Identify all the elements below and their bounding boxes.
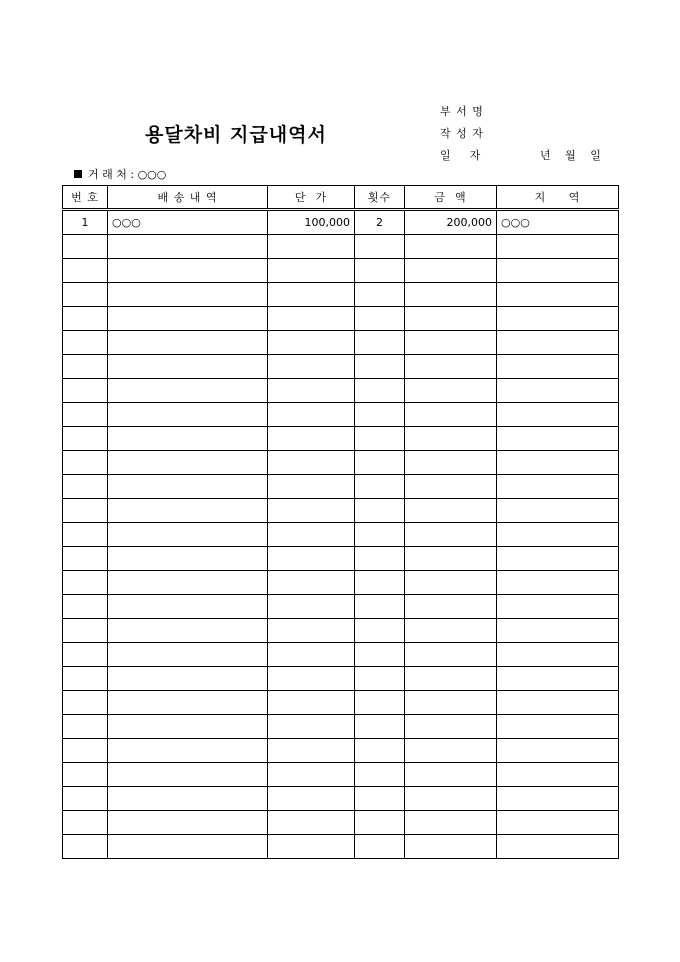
table-row (63, 835, 619, 859)
cell-no (63, 235, 108, 259)
cell-delivery (108, 331, 268, 355)
cell-region (497, 259, 619, 283)
cell-unit-price (268, 571, 355, 595)
cell-count (355, 283, 405, 307)
header-delivery: 배 송 내 역 (108, 186, 268, 210)
cell-region (497, 763, 619, 787)
table-row (63, 403, 619, 427)
cell-count (355, 787, 405, 811)
cell-amount (405, 451, 497, 475)
table-row (63, 739, 619, 763)
cell-amount (405, 715, 497, 739)
cell-region (497, 619, 619, 643)
cell-region (497, 787, 619, 811)
cell-delivery (108, 451, 268, 475)
cell-amount (405, 523, 497, 547)
cell-count (355, 667, 405, 691)
cell-amount (405, 667, 497, 691)
header-region: 지 역 (497, 186, 619, 210)
cell-delivery (108, 283, 268, 307)
cell-unit-price: 100,000 (268, 210, 355, 235)
cell-delivery (108, 787, 268, 811)
cell-no (63, 283, 108, 307)
cell-region (497, 835, 619, 859)
cell-delivery (108, 835, 268, 859)
cell-region (497, 523, 619, 547)
cell-no (63, 499, 108, 523)
cell-amount (405, 619, 497, 643)
cell-region (497, 331, 619, 355)
cell-region (497, 499, 619, 523)
table-row (63, 643, 619, 667)
cell-count (355, 763, 405, 787)
date-label: 일 자 (440, 149, 482, 162)
cell-unit-price (268, 403, 355, 427)
cell-no (63, 427, 108, 451)
document-title: 용달차비 지급내역서 (145, 124, 327, 146)
table-row (63, 811, 619, 835)
cell-no (63, 811, 108, 835)
cell-unit-price (268, 835, 355, 859)
cell-region (497, 547, 619, 571)
table-row (63, 283, 619, 307)
cell-delivery (108, 643, 268, 667)
table-row (63, 307, 619, 331)
cell-amount (405, 403, 497, 427)
cell-amount (405, 475, 497, 499)
cell-count (355, 811, 405, 835)
cell-amount (405, 595, 497, 619)
cell-no (63, 523, 108, 547)
cell-region (497, 403, 619, 427)
cell-region (497, 475, 619, 499)
header-count: 횟수 (355, 186, 405, 210)
cell-region (497, 715, 619, 739)
cell-delivery (108, 811, 268, 835)
cell-amount (405, 355, 497, 379)
header-no: 번 호 (63, 186, 108, 210)
table-row (63, 691, 619, 715)
cell-count (355, 499, 405, 523)
table-row (63, 763, 619, 787)
cell-region (497, 811, 619, 835)
cell-amount (405, 331, 497, 355)
cell-region: ○○○ (497, 210, 619, 235)
cell-unit-price (268, 715, 355, 739)
cell-count (355, 523, 405, 547)
cell-unit-price (268, 331, 355, 355)
cell-region (497, 427, 619, 451)
cell-no (63, 331, 108, 355)
cell-count (355, 355, 405, 379)
cell-region (497, 739, 619, 763)
cell-count (355, 331, 405, 355)
table-row (63, 595, 619, 619)
cell-unit-price (268, 811, 355, 835)
date-value: 년 월 일 (540, 149, 602, 162)
cell-count (355, 595, 405, 619)
cell-unit-price (268, 547, 355, 571)
cell-count (355, 451, 405, 475)
cell-no (63, 691, 108, 715)
cell-delivery (108, 739, 268, 763)
cell-no (63, 571, 108, 595)
cell-region (497, 571, 619, 595)
cell-count (355, 739, 405, 763)
cell-count (355, 619, 405, 643)
cell-delivery (108, 547, 268, 571)
cell-amount (405, 835, 497, 859)
cell-delivery (108, 667, 268, 691)
cell-count (355, 307, 405, 331)
table-row (63, 547, 619, 571)
cell-delivery: ○○○ (108, 210, 268, 235)
table-row (63, 451, 619, 475)
square-bullet-icon (74, 170, 82, 178)
cell-amount (405, 283, 497, 307)
cell-amount (405, 691, 497, 715)
cell-amount: 200,000 (405, 210, 497, 235)
cell-amount (405, 427, 497, 451)
table-row (63, 427, 619, 451)
cell-count (355, 475, 405, 499)
table-header-row (63, 186, 619, 210)
cell-amount (405, 811, 497, 835)
cell-amount (405, 739, 497, 763)
cell-unit-price (268, 259, 355, 283)
table-row (63, 331, 619, 355)
cell-count (355, 259, 405, 283)
table-row (63, 667, 619, 691)
cell-delivery (108, 523, 268, 547)
cell-region (497, 355, 619, 379)
cell-count (355, 715, 405, 739)
cell-no (63, 595, 108, 619)
cell-no (63, 451, 108, 475)
cell-count (355, 235, 405, 259)
cell-region (497, 643, 619, 667)
cell-no (63, 403, 108, 427)
vendor-line (74, 166, 166, 182)
cell-unit-price (268, 523, 355, 547)
cell-unit-price (268, 451, 355, 475)
cell-unit-price (268, 619, 355, 643)
cell-no (63, 739, 108, 763)
delivery-table (62, 185, 619, 859)
cell-no (63, 787, 108, 811)
vendor-label: 거 래 처 : ○○○ (88, 168, 167, 181)
table-row (63, 787, 619, 811)
cell-delivery (108, 259, 268, 283)
cell-region (497, 307, 619, 331)
table-row (63, 499, 619, 523)
cell-no (63, 667, 108, 691)
cell-delivery (108, 499, 268, 523)
cell-delivery (108, 379, 268, 403)
cell-amount (405, 379, 497, 403)
cell-no (63, 619, 108, 643)
table-row (63, 715, 619, 739)
cell-count (355, 571, 405, 595)
cell-region (497, 451, 619, 475)
cell-count (355, 691, 405, 715)
cell-amount (405, 787, 497, 811)
cell-no (63, 643, 108, 667)
cell-unit-price (268, 475, 355, 499)
cell-no (63, 715, 108, 739)
cell-unit-price (268, 763, 355, 787)
cell-unit-price (268, 427, 355, 451)
cell-no (63, 307, 108, 331)
cell-delivery (108, 571, 268, 595)
cell-count (355, 643, 405, 667)
cell-amount (405, 571, 497, 595)
cell-region (497, 595, 619, 619)
cell-region (497, 667, 619, 691)
cell-delivery (108, 715, 268, 739)
cell-region (497, 235, 619, 259)
header-amount: 금 액 (405, 186, 497, 210)
cell-delivery (108, 595, 268, 619)
table-row (63, 210, 619, 235)
cell-no (63, 763, 108, 787)
cell-no (63, 259, 108, 283)
table-row (63, 235, 619, 259)
table-row (63, 355, 619, 379)
cell-unit-price (268, 283, 355, 307)
cell-delivery (108, 691, 268, 715)
cell-amount (405, 307, 497, 331)
cell-unit-price (268, 307, 355, 331)
cell-unit-price (268, 643, 355, 667)
cell-no (63, 835, 108, 859)
cell-no (63, 475, 108, 499)
cell-unit-price (268, 595, 355, 619)
cell-no (63, 547, 108, 571)
cell-unit-price (268, 739, 355, 763)
cell-delivery (108, 403, 268, 427)
writer-label: 작 성 자 (440, 127, 484, 140)
cell-unit-price (268, 235, 355, 259)
cell-delivery (108, 235, 268, 259)
cell-no: 1 (63, 210, 108, 235)
cell-no (63, 355, 108, 379)
cell-amount (405, 259, 497, 283)
cell-count: 2 (355, 210, 405, 235)
cell-delivery (108, 427, 268, 451)
cell-count (355, 379, 405, 403)
cell-delivery (108, 763, 268, 787)
cell-unit-price (268, 787, 355, 811)
table-row (63, 379, 619, 403)
cell-count (355, 427, 405, 451)
cell-count (355, 835, 405, 859)
cell-region (497, 691, 619, 715)
cell-amount (405, 763, 497, 787)
cell-amount (405, 643, 497, 667)
cell-count (355, 403, 405, 427)
dept-label: 부 서 명 (440, 105, 484, 118)
cell-region (497, 283, 619, 307)
cell-unit-price (268, 499, 355, 523)
cell-unit-price (268, 667, 355, 691)
table-row (63, 259, 619, 283)
header-unit-price: 단 가 (268, 186, 355, 210)
cell-delivery (108, 619, 268, 643)
cell-no (63, 379, 108, 403)
cell-delivery (108, 475, 268, 499)
cell-amount (405, 547, 497, 571)
cell-count (355, 547, 405, 571)
cell-unit-price (268, 379, 355, 403)
cell-unit-price (268, 691, 355, 715)
cell-unit-price (268, 355, 355, 379)
cell-delivery (108, 355, 268, 379)
cell-delivery (108, 307, 268, 331)
cell-region (497, 379, 619, 403)
table-row (63, 523, 619, 547)
table-row (63, 571, 619, 595)
table-row (63, 619, 619, 643)
cell-amount (405, 235, 497, 259)
cell-amount (405, 499, 497, 523)
table-row (63, 475, 619, 499)
